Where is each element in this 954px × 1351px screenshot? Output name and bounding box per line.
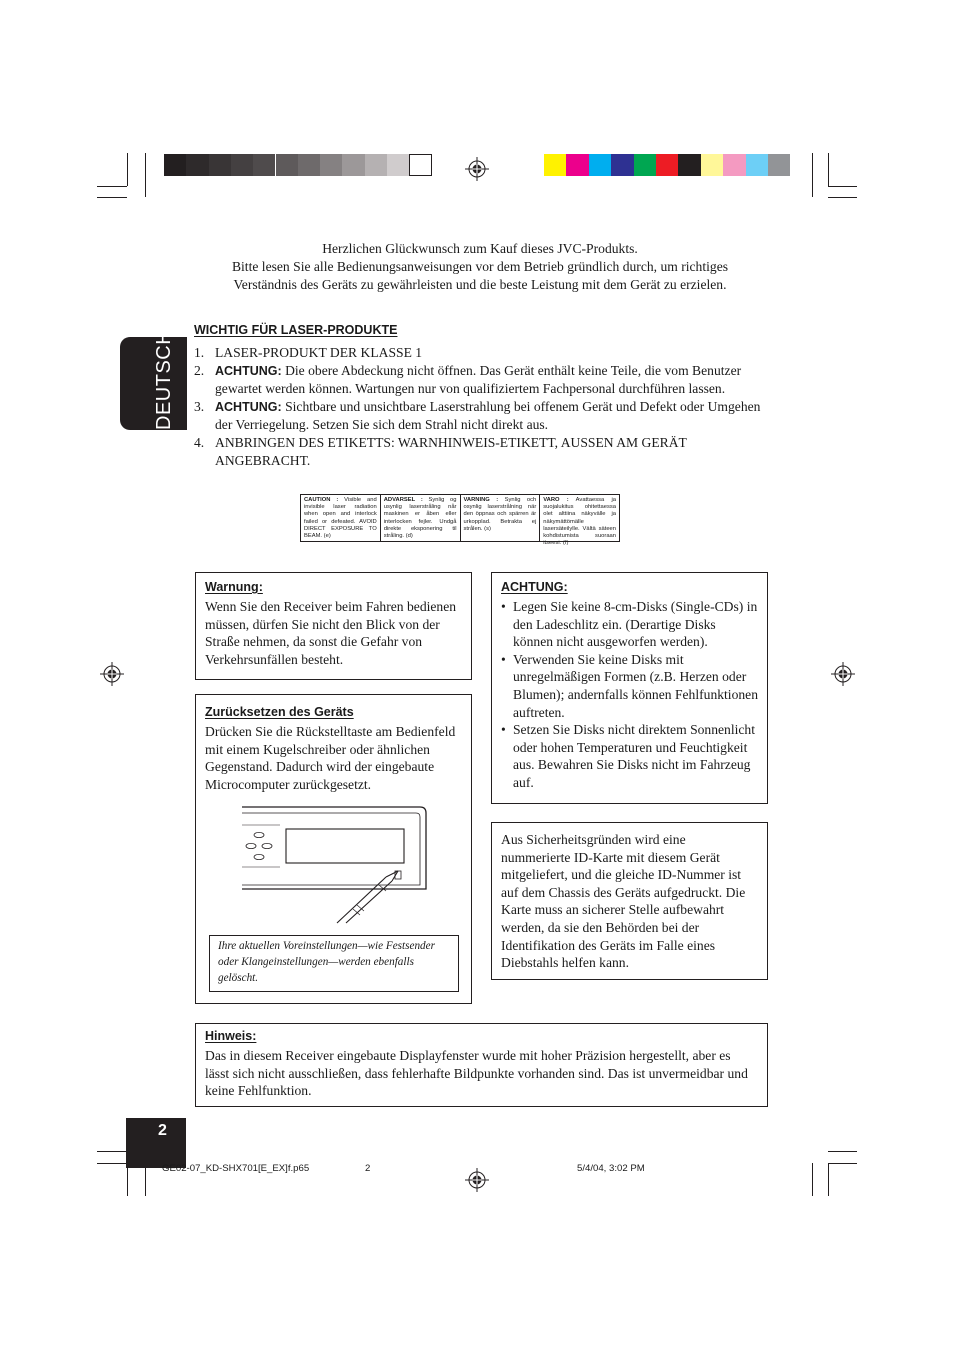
warnung-heading: Warnung: [205, 580, 263, 594]
gray-swatch [164, 154, 186, 176]
gray-swatch [186, 154, 208, 176]
id-card-box [491, 822, 768, 980]
warnung-text: Wenn Sie den Receiver beim Fahren bedienen müssen, dürfen Sie nicht den Blick von der Straße nehmen, da sonst die Gefahr von Verkehrsunfällen besteht. [205, 599, 457, 667]
gray-swatch [320, 154, 342, 176]
laser-section-heading: WICHTIG FÜR LASER-PRODUKTE [194, 323, 398, 337]
color-swatch [589, 154, 611, 176]
gray-swatch [276, 154, 298, 176]
intro-line: Bitte lesen Sie alle Bedienungsanweisungen vor dem Betrieb gründlich durch, um richtiges [231, 259, 729, 274]
color-swatch [678, 154, 700, 176]
hinweis-text: Das in diesem Receiver eingebaute Displayfenster wurde mit hoher Präzision hergestellt, aber es lässt sich nicht ausschließen, dass fehlerhafte Bildpunkte vorhanden sind. Das ist unvermeidbar und keine Fehlfunktion. [205, 1048, 748, 1099]
color-swatch [768, 154, 790, 176]
label-cell-danish: ADVARSEL : Synlig og usynlig laserstråling når maskinen er åben eller interlocken fejler. Undgå direkte eksponering til stråling. (d) [381, 495, 461, 541]
list-item: 4. ANBRINGEN DES ETIKETTS: WARNHINWEIS-ETIKETT, AUSSEN AM GERÄT ANGEBRACHT. [194, 434, 687, 468]
reset-box [195, 694, 472, 1004]
gray-swatch [342, 154, 364, 176]
gray-swatch [231, 154, 253, 176]
laser-list [194, 344, 769, 469]
registration-mark-icon [100, 662, 124, 686]
reset-illustration [240, 805, 430, 925]
color-swatch [656, 154, 678, 176]
registration-mark-icon [465, 1168, 489, 1192]
gray-swatch [253, 154, 275, 176]
color-swatch [701, 154, 723, 176]
list-item: • Verwenden Sie keine Disks mit unregelmäßigen Formen (z.B. Herzen oder Blumen); andernfalls können Fehlfunktionen auftreten. [501, 651, 758, 721]
list-item: 3. ACHTUNG: Sichtbare und unsichtbare Laserstrahlung bei offenem Gerät und Defekt oder Umgehen der Verriegelung. Setzen Sie sich dem Strahl nicht direkt aus. [194, 398, 761, 433]
list-item: • Legen Sie keine 8-cm-Disks (Single-CDs) in den Ladeschlitz ein. (Derartige Disks können nicht ausgeworfen werden). [501, 598, 758, 651]
color-swatch [544, 154, 566, 176]
gray-swatch [409, 154, 431, 176]
id-card-text: Aus Sicherheitsgründen wird eine nummerierte ID-Karte mit diesem Gerät mitgeliefert, und die gleiche ID-Nummer ist auf dem Chassis des Geräts aufgedruckt. Die Karte muss an sicherer Stelle aufbewahrt werden, da sie den Behörden bei der Identifikation des Geräts im Falle eines Diebstahls helfen kann. [501, 832, 746, 971]
hinweis-heading: Hinweis: [205, 1029, 257, 1043]
footer-page: 2 [365, 1163, 371, 1174]
label-cell-swedish: VARNING : Synlig och osynlig laserstrålning när den öppnas och spärren är urkopplad. Betrakta ej strålen. (s) [461, 495, 541, 541]
laser-warning-label [300, 494, 620, 547]
color-swatch [611, 154, 633, 176]
list-item: 1. LASER-PRODUKT DER KLASSE 1 [194, 345, 423, 360]
list-item: • Setzen Sie Disks nicht direktem Sonnenlicht oder hohen Temperaturen und Feuchtigkeit aus. Bewahren Sie Disks nicht im Fahrzeug auf. [501, 721, 758, 791]
warnung-box [195, 572, 472, 680]
language-tab-label: DEUTSCH [153, 329, 175, 430]
label-cell-english: CAUTION : Visible and invisible laser radiation when open and interlock failed or defeated. AVOID DIRECT EXPOSURE TO BEAM. (e) [301, 495, 381, 541]
registration-mark-icon [831, 662, 855, 686]
intro-paragraph [190, 240, 770, 294]
achtung-list [501, 598, 758, 792]
pen-icon [337, 871, 398, 923]
page-number: 2 [126, 1118, 186, 1168]
intro-line: Verständnis des Geräts zu gewährleisten und die beste Leistung mit dem Gerät zu erzielen. [233, 277, 727, 292]
reset-text: Drücken Sie die Rückstelltaste am Bedienfeld mit einem Kugelschreiber oder ähnlichen Gegenstand. Dadurch wird der eingebaute Microcomputer zurückgesetzt. [205, 724, 456, 792]
hinweis-box [195, 1023, 768, 1107]
color-swatch [723, 154, 745, 176]
gray-swatch [365, 154, 387, 176]
achtung-box [491, 572, 768, 804]
footer-date: 5/4/04, 3:02 PM [577, 1163, 645, 1174]
gray-swatch [209, 154, 231, 176]
footer-filename: GE02-07_KD-SHX701[E_EX]f.p65 [162, 1163, 310, 1174]
color-swatch [566, 154, 588, 176]
gray-swatch [298, 154, 320, 176]
language-tab [120, 329, 187, 430]
registration-mark-icon [465, 157, 489, 181]
reset-heading: Zurücksetzen des Geräts [205, 705, 354, 719]
color-swatch [634, 154, 656, 176]
list-item: 2. ACHTUNG: Die obere Abdeckung nicht öffnen. Das Gerät enthält keine Teile, die vom Benutzer gewartet werden können. Wartungen nur von qualifiziertem Fachpersonal durchführen lassen. [194, 362, 742, 397]
gray-swatch [387, 154, 409, 176]
color-swatch [746, 154, 768, 176]
reset-note: Ihre aktuellen Voreinstellungen—wie Festsender oder Klangeinstellungen—werden ebenfalls gelöscht. [209, 935, 459, 992]
label-cell-finnish: VARO : Avattaessa ja suojalukitus ohitettaessa olet alttiina näkyvälle ja näkymättömälle lasersäteilylle. Vältä säteen kohdistumista suoraan itseesi. (f) [543, 497, 616, 547]
achtung-heading: ACHTUNG: [501, 580, 568, 594]
intro-line: Herzlichen Glückwunsch zum Kauf dieses JVC-Produkts. [322, 241, 638, 256]
